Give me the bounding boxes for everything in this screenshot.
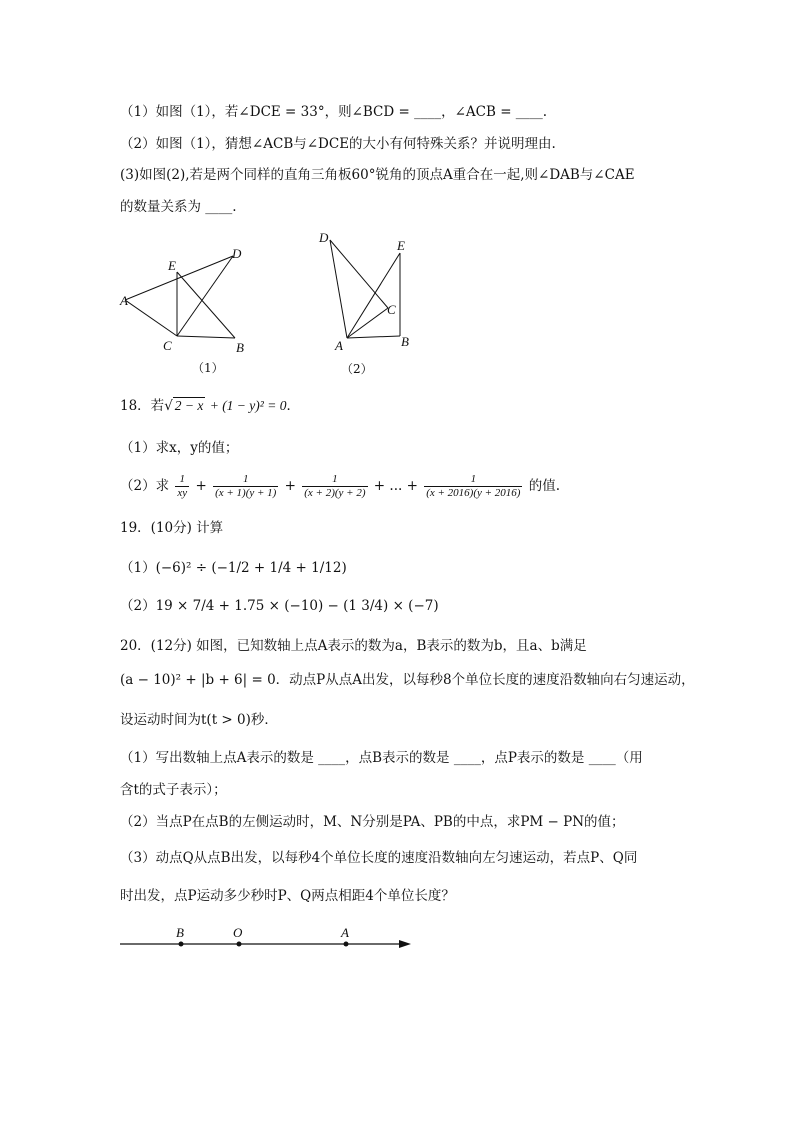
fig1-label-d: D: [232, 246, 242, 261]
q20-line3: 设运动时间为t(t > 0)秒．: [120, 712, 278, 728]
fraction: $\frac{1}{(x + 2016)(y + 2016)}$: [426, 473, 521, 499]
q20-line2: (a − 10)² + |b + 6| = 0．动点P从点A出发，以每秒8个单位长度的速度沿数轴向右匀速运动，: [120, 672, 695, 688]
figure-2: [305, 228, 435, 383]
q20-line1: 20．(12分) 如图，已知数轴上点A表示的数为a，B表示的数为b，且a、b满足: [120, 638, 587, 654]
q18-ellipsis: + ... +: [373, 478, 418, 494]
q17-part3-line1: (3)如图(2),若是两个同样的直角三角板60°锐角的顶点A重合在一起,则∠DAB与∠CAE: [120, 167, 635, 183]
fig2-label-d: D: [319, 230, 329, 245]
axis-label-b: B: [176, 925, 184, 940]
q19-part1: （1）(−6)² ÷ (−1/2 + 1/4 + 1/12): [120, 560, 347, 576]
q17-part3-line2: 的数量关系为 ____.: [120, 199, 237, 215]
q17-part1: （1）如图（1），若∠DCE = 33°，则∠BCD = ____，∠ACB = ____.: [120, 104, 548, 120]
axis-label-o: O: [233, 925, 243, 940]
q18-stem: [120, 396, 300, 416]
q20-part3-line1: （3）动点Q从点B出发，以每秒4个单位长度的速度沿数轴向左匀速运动，若点P、Q同: [120, 850, 638, 866]
fig2-label-a: A: [335, 338, 343, 353]
fig1-caption: （1）: [192, 361, 224, 375]
fig1-label-e: E: [168, 258, 176, 273]
point-o: [237, 942, 242, 947]
fraction: $\frac{1}{(x + 2)(y + 2)}$: [304, 473, 366, 499]
point-a: [344, 942, 349, 947]
q19-title: 19．(10分) 计算: [120, 520, 224, 536]
q20-part3-line2: 时出发，点P运动多少秒时P、Q两点相距4个单位长度？: [120, 888, 455, 904]
fig2-caption: （2）: [341, 362, 373, 376]
q19-part2: （2）19 × 7/4 + 1.75 × (−10) − (1 3/4) × (−7): [120, 598, 439, 614]
q18-part2-prefix: （2）求: [120, 478, 170, 494]
fig1-label-b: B: [236, 340, 244, 355]
q18-sqrt-body: 2 − x: [174, 398, 204, 413]
q17-part2: （2）如图（1），猜想∠ACB与∠DCE的大小有何特殊关系？并说明理由.: [120, 136, 556, 152]
number-line: [115, 920, 425, 956]
point-b: [179, 942, 184, 947]
q20-part2: （2）当点P在点B的左侧运动时，M、N分别是PA、PB的中点，求PM − PN的值；: [120, 814, 625, 830]
q20-part1-line1: （1）写出数轴上点A表示的数是 ____，点B表示的数是 ____，点P表示的数是 ____（用: [120, 750, 643, 766]
fig1-label-a: A: [120, 293, 128, 308]
fig1-label-c: C: [163, 338, 172, 353]
fraction: $\frac{1}{(x + 1)(y + 1)}$: [215, 473, 277, 499]
figure-1: [110, 240, 270, 380]
q18-part2-suffix: 的值.: [528, 478, 561, 494]
axis-label-a: A: [341, 925, 349, 940]
sqrt-icon: √: [164, 398, 173, 414]
fig2-label-b: B: [401, 334, 409, 349]
q18-part1: （1）求x，y的值；: [120, 440, 239, 456]
fraction: $\frac{1}{xy}$: [177, 473, 188, 499]
q18-stem-suffix: ．: [286, 398, 300, 414]
q18-stem-prefix: 18．若: [120, 398, 165, 414]
q18-part2: （2）求 $\frac{1}{xy}$ + $\frac{1}{(x + 1)(y + 1)}$ + $\frac{1}{(x + 2)(y + 2)}$ + ... + $\frac{1}{(x + 2016)(y + 2016)}$ 的值.: [120, 473, 561, 499]
q20-part1-line2: 含t的式子表示）；: [120, 782, 227, 798]
q18-plus-term: + (1 − y)² = 0: [209, 398, 287, 413]
fig2-label-e: E: [397, 238, 405, 253]
arrow-right-icon: [399, 940, 411, 948]
fig2-label-c: C: [387, 302, 396, 317]
